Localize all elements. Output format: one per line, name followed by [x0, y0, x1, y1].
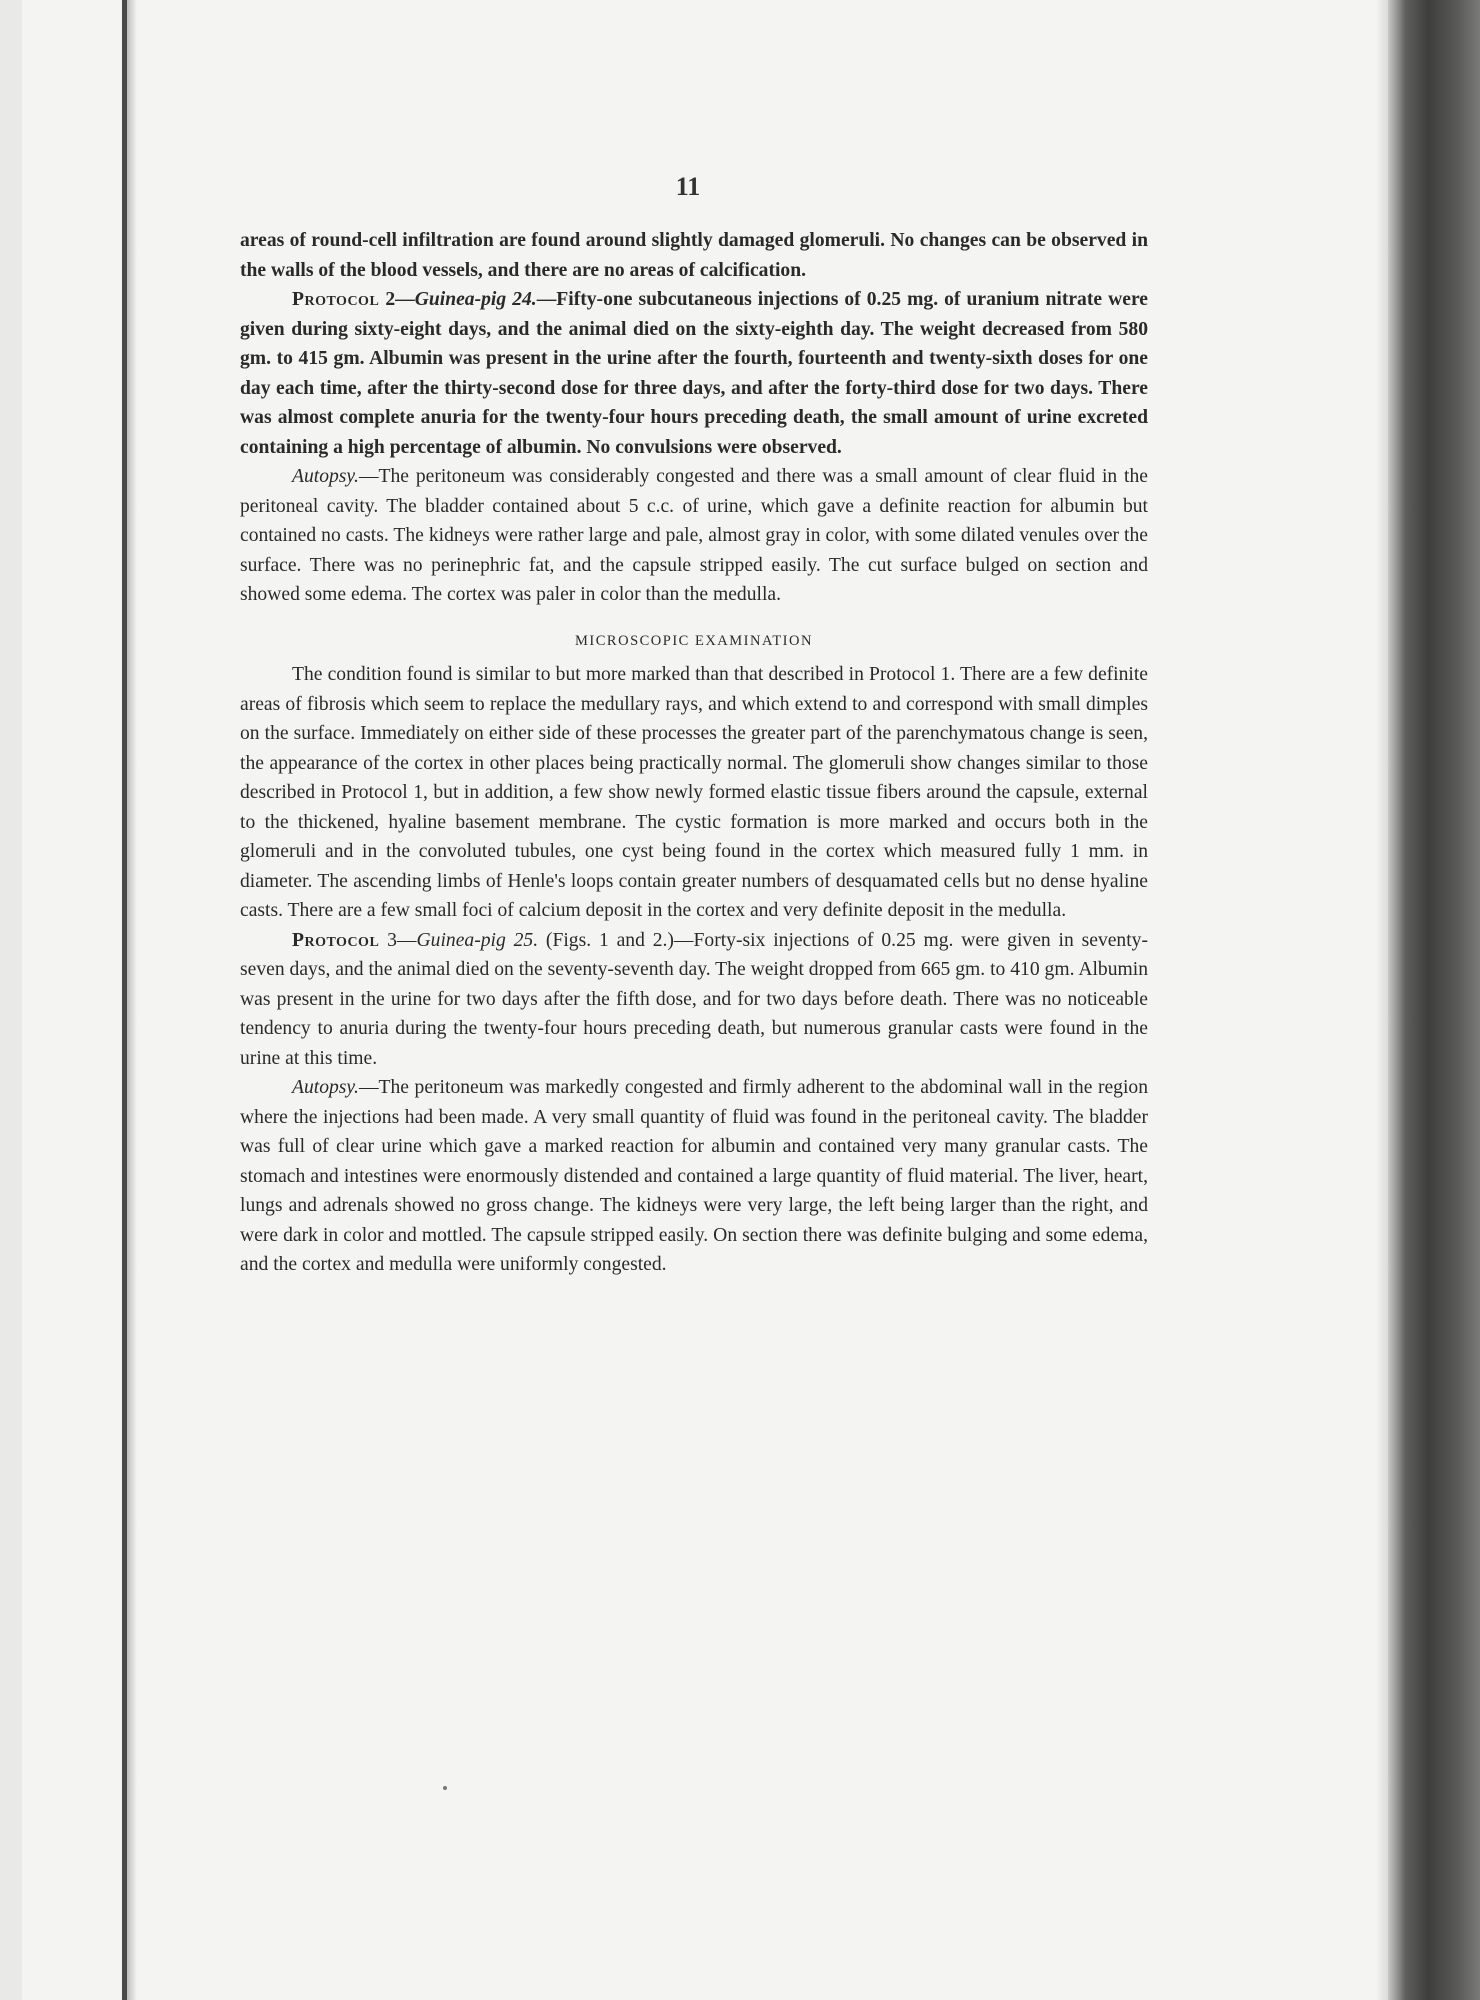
protocol-text: (Figs. 1 and 2.)—Forty-six injections of 0.25 mg. were given in seventy-seven days, and the animal died on the seventy-seventh day. The weight dropped from 665 gm. to 410 gm. Albumin was present in the urine for two days after the fifth dose, and for two days before death. There was no noticeable tendency to anuria during the twenty-four hours preceding death, but numerous granular casts were found in the urine at this time.	[240, 929, 1148, 1069]
autopsy-text: —The peritoneum was considerably congested and there was a small amount of clear fluid in the peritoneal cavity. The bladder contained about 5 c.c. of urine, which gave a definite reaction for albumin but contained no casts. The kidneys were rather large and pale, almost gray in color, with some dilated venules over the surface. There was no perinephric fat, and the capsule stripped easily. The cut surface bulged on section and showed some edema. The cortex was paler in color than the medulla.	[240, 466, 1148, 605]
protocol-subject: Guinea-pig 25.	[416, 929, 539, 951]
book-page-edges	[1388, 0, 1480, 2000]
autopsy-label: Autopsy.	[292, 1077, 359, 1098]
paragraph-microscopic: The condition found is similar to but more marked than that described in Protocol 1. There are a few definite areas of fibrosis which seem to replace the medullary rays, and which extend to and correspond with small dimples on the surface. Immediately on either side of these processes the greater part of the parenchymatous change is seen, the appearance of the cortex in other places being practically normal. The glomeruli show changes similar to those described in Protocol 1, but in addition, a few show newly formed elastic tissue fibers around the capsule, external to the thickened, hyaline basement membrane. The cystic formation is more marked and occurs both in the glomeruli and in the convoluted tubules, one cyst being found in the cortex which measured fully 1 mm. in diameter. The ascending limbs of Henle's loops contain greater numbers of desquamated cells but no dense hyaline casts. There are a few small foci of calcium deposit in the cortex and very definite deposit in the medulla.	[240, 664, 1148, 921]
protocol-text: —Fifty-one subcutaneous injections of 0.25 mg. of uranium nitrate were given during sixty-eight days, and the animal died on the sixty-eighth day. The weight decreased from 580 gm. to 415 gm. Albumin was present in the urine after the fourth, fourteenth and twenty-sixth doses for one day each time, after the thirty-second dose for three days, and after the forty-third dose for two days. There was almost complete anuria for the twenty-four hours preceding death, the small amount of urine excreted containing a high percentage of albumin. No convulsions were observed.	[240, 289, 1148, 458]
protocol-number: 3—	[379, 929, 417, 951]
autopsy-text: —The peritoneum was markedly congested and firmly adherent to the abdominal wall in the region where the injections had been made. A very small quantity of fluid was found in the peritoneal cavity. The bladder was full of clear urine which gave a marked reaction for albumin and contained very many granular casts. The stomach and intestines were enormously distended and contained a large quantity of fluid material. The liver, heart, lungs and adrenals showed no gross change. The kidneys were very large, the left being larger than the right, and were dark in color and mottled. The capsule stripped easily. On section there was definite bulging and some edema, and the cortex and medulla were uniformly congested.	[240, 1077, 1148, 1275]
paragraph-protocol-3	[240, 926, 1148, 1074]
paragraph-continuation: areas of round-cell infiltration are found around slightly damaged glomeruli. No changes can be observed in the walls of the blood vessels, and there are no areas of calcification.	[240, 230, 1148, 281]
page-body	[240, 226, 1148, 1280]
protocol-label: Protocol	[292, 289, 380, 310]
paragraph-autopsy-2	[240, 1073, 1148, 1280]
section-heading: MICROSCOPIC EXAMINATION	[575, 632, 813, 649]
paragraph-protocol-2	[240, 285, 1148, 462]
page-number: 11	[675, 172, 701, 201]
protocol-label: Protocol	[292, 929, 380, 951]
scan-speck	[443, 1786, 447, 1790]
protocol-subject: Guinea-pig 24.	[414, 289, 537, 310]
autopsy-label: Autopsy.	[292, 466, 359, 487]
book-gutter-shadow	[127, 0, 137, 2000]
protocol-number: 2—	[379, 289, 415, 310]
scan-left-margin	[0, 0, 22, 2000]
paragraph-autopsy-1	[240, 462, 1148, 610]
